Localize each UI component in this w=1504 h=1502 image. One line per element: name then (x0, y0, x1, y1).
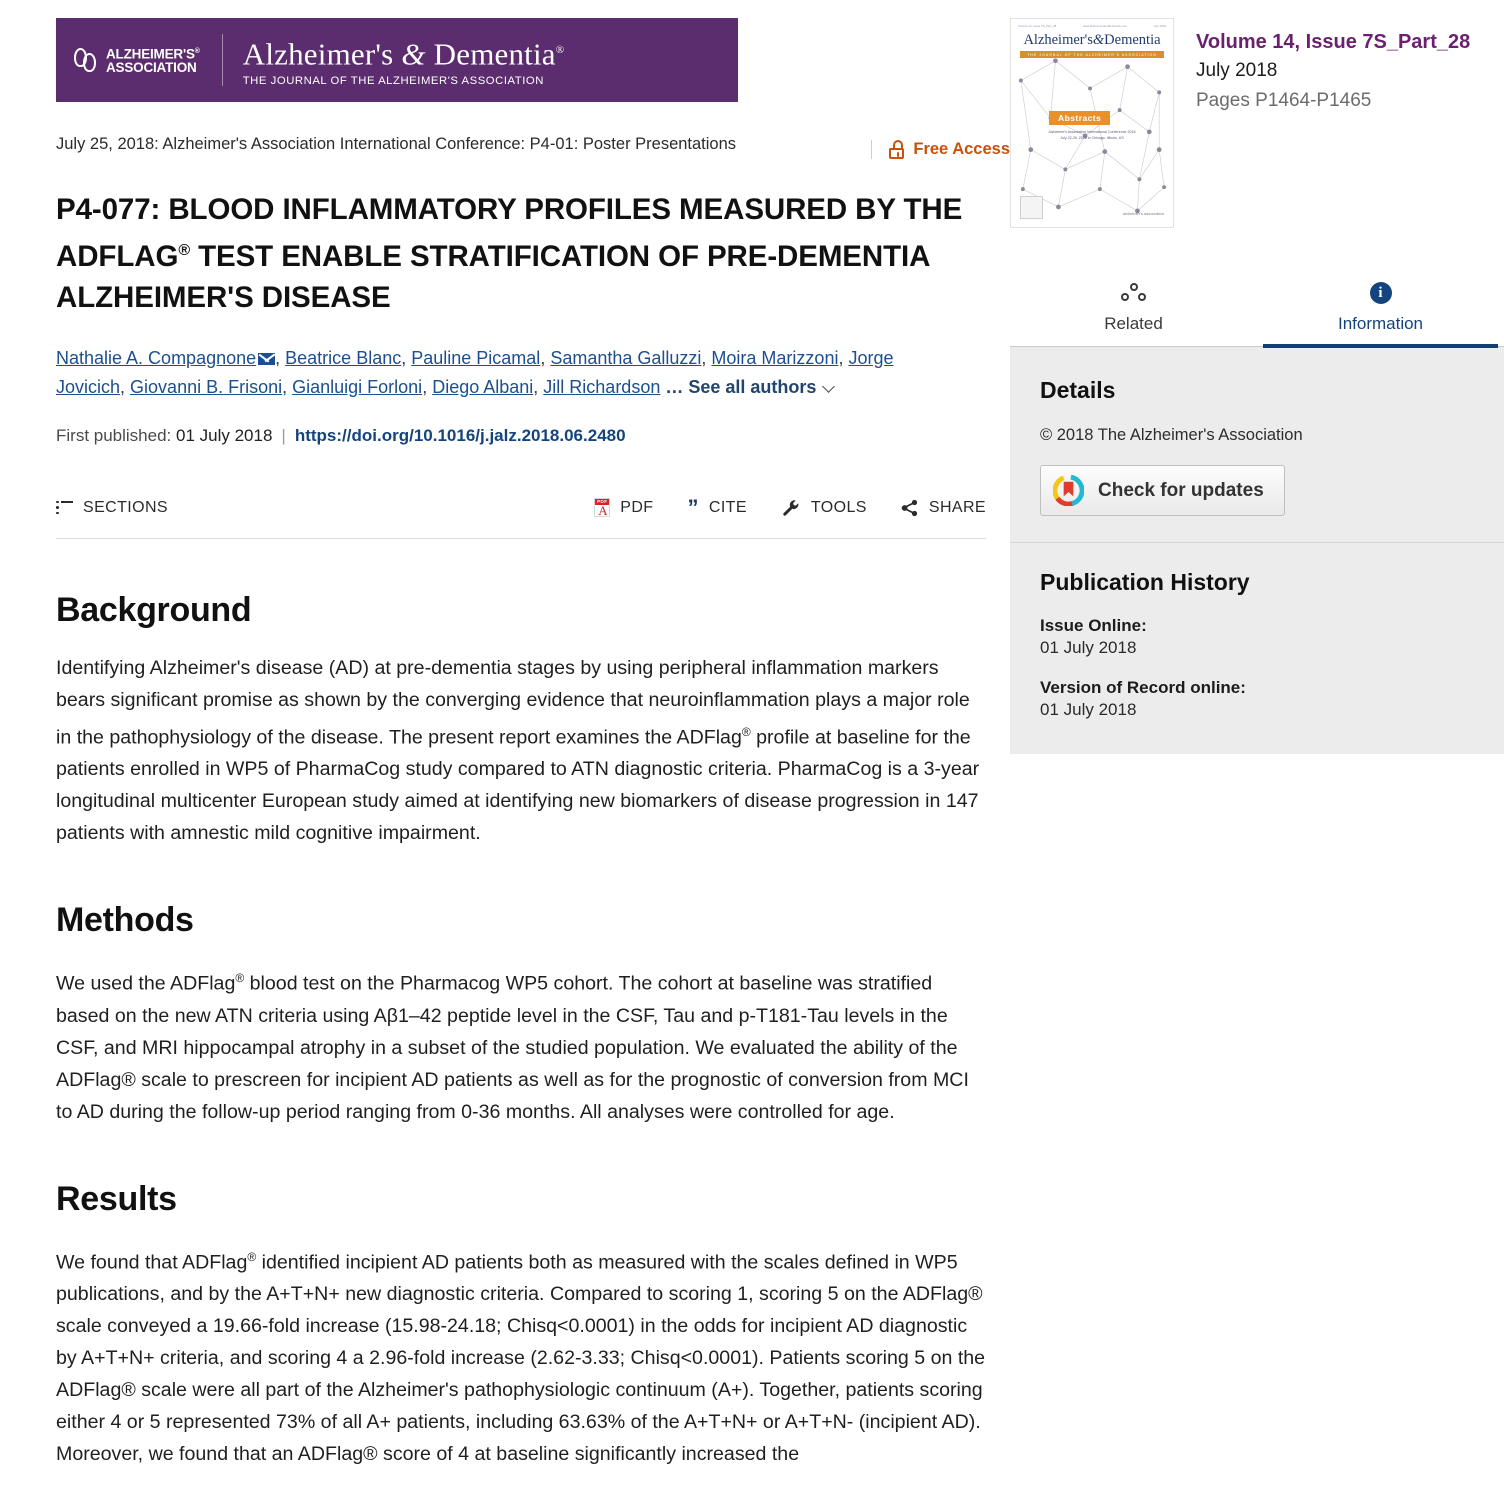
re-registered: ® (247, 1249, 257, 1264)
sidebar (1010, 0, 1504, 754)
journal-title-block (243, 33, 565, 86)
cover-conf-line1: Alzheimer's Association International Conference 2018 (1048, 130, 1136, 134)
cover-conference-text (1011, 129, 1173, 141)
section-paragraph-background (56, 652, 986, 850)
cover-subtitle: THE JOURNAL OF THE ALZHEIMER'S ASSOCIATION (1027, 52, 1157, 57)
journal-name-part1: Alzheimer's (242, 36, 402, 72)
tab-information[interactable] (1257, 274, 1504, 346)
section-paragraph-results (56, 1241, 986, 1471)
crossmark-icon (1053, 475, 1084, 506)
re-text-post: identified incipient AD patients both as measured with the scales defined in WP5 publications, and by the A+T+N+ new diagnostic criteria. Compared to scoring 1, scoring 5 on the ADFlag® scale conveyed a 19.66-fold increase (15.98-24.18; Chisq<0.0001) in the odds for incipient AD diagnostic by A+T+N+ criteria, and scoring 4 a 2.96-fold increase (2.62-3.33; Chisq<0.0001). Patients scoring 5 on the ADFlag® scale were all part of the Alzheimer's pathophysiologic continuum (A+). Together, patients scoring either 4 or 5 represented 73% of all A+ patients, including 63.63% of the A+T+N+ or A+T+N- (incipient AD). Moreover, we found that an ADFlag® score of 4 at baseline significantly increased the (56, 1251, 986, 1466)
pubinfo-separator: | (281, 425, 286, 445)
tools-button[interactable] (781, 498, 867, 518)
author-link[interactable]: Pauline Picamal (411, 347, 541, 368)
quote-icon: ” (687, 494, 699, 520)
toolbar-actions (594, 494, 986, 520)
envelope-icon[interactable] (258, 353, 275, 365)
related-icon (1121, 283, 1147, 303)
breadcrumb-row (56, 132, 1010, 159)
wrench-icon (781, 498, 801, 518)
article-toolbar (56, 494, 986, 539)
alzheimers-association-logo (74, 45, 218, 76)
author-link[interactable]: Jill Richardson (543, 376, 661, 397)
breadcrumb[interactable]: July 25, 2018: Alzheimer's Association International Conference: P4-01: Poster Presentations (56, 135, 737, 153)
section-heading-background: Background (56, 590, 252, 629)
me-text-pre: We used the ADFlag (56, 972, 236, 995)
cite-button[interactable] (687, 494, 747, 520)
page-title (56, 189, 986, 318)
details-panel (1010, 347, 1504, 542)
sections-label: SECTIONS (83, 498, 168, 516)
journal-subtitle: THE JOURNAL OF THE ALZHEIMER'S ASSOCIATION (242, 74, 544, 87)
sidebar-tabs (1010, 274, 1504, 347)
author-link[interactable]: Giovanni B. Frisoni (130, 376, 283, 397)
cover-title-amp: & (1092, 32, 1105, 48)
pdf-label: PDF (620, 498, 654, 516)
journal-name-registered: ® (555, 44, 565, 57)
share-icon (901, 499, 919, 517)
sections-button[interactable] (56, 499, 168, 517)
banner-divider (222, 34, 223, 86)
bg-text-post: profile at baseline for the patients enrolled in WP5 of PharmaCog study compared to ATN diagnostic criteria. PharmaCog is a 3-year longitudinal multicenter European study aimed at identifying new biomarkers of disease progression in 147 patients with amnestic mild cognitive impairment. (56, 726, 980, 845)
author-link[interactable]: Gianluigi Forloni (292, 376, 423, 397)
bg-registered: ® (741, 724, 751, 739)
association-mark-icon (74, 45, 100, 75)
cover-title-2: Dementia (1104, 32, 1161, 48)
copyright-text: © 2018 The Alzheimer's Association (1040, 426, 1303, 444)
cover-title-1: Alzheimer's (1023, 32, 1093, 48)
author-link[interactable]: Jorge Jovicich (56, 347, 894, 397)
pdf-button[interactable] (594, 498, 653, 517)
open-lock-icon (889, 140, 904, 159)
version-of-record-label: Version of Record online: (1040, 678, 1246, 697)
free-access-badge (871, 140, 1010, 159)
check-for-updates-label: Check for updates (1098, 479, 1264, 501)
author-link[interactable]: Moira Marizzoni (711, 347, 839, 368)
cover-conf-line2: July 22-26, 2018 in Chicago, Illinois, US (1060, 136, 1124, 140)
author-link[interactable]: Samantha Galluzzi (550, 347, 702, 368)
journal-name-part2: Dementia (425, 36, 556, 72)
cover-footer-logo: alzheimer's association (1122, 211, 1164, 216)
section-heading-results: Results (56, 1179, 177, 1218)
chevron-down-icon[interactable] (823, 380, 836, 393)
doi-link[interactable]: https://doi.org/10.1016/j.jalz.2018.06.2480 (294, 425, 626, 445)
journal-masthead-banner[interactable] (56, 18, 738, 102)
re-text-pre: We found that ADFlag (56, 1251, 248, 1274)
journal-name-ampersand: & (401, 36, 426, 72)
share-button[interactable] (901, 499, 986, 517)
cover-mini-center: www.alzheimersanddementia.com (1083, 25, 1127, 28)
bg-text-pre: Identifying Alzheimer's disease (AD) at pre-dementia stages by using peripheral inflammation markers bears significant promise as shown by the converging evidence that neuroinflammation plays a major role in the pathophysiology of the disease. The present report examines the ADFlag (56, 656, 970, 749)
article-title-part1: P4-077: BLOOD INFLAMMATORY PROFILES MEASURED BY THE ADFLAG (56, 193, 963, 273)
issue-summary (1010, 18, 1504, 228)
issue-metadata (1196, 18, 1470, 228)
issue-volume[interactable]: Volume 14, Issue 7S_Part_28 (1196, 31, 1471, 53)
version-of-record-value: 01 July 2018 (1040, 700, 1137, 719)
publication-history-panel (1010, 543, 1504, 754)
check-for-updates-button[interactable] (1040, 465, 1285, 516)
free-access-label: Free Access (913, 140, 1010, 158)
article-title-part2: TEST ENABLE STRATIFICATION OF PRE-DEMENTIA ALZHEIMER'S DISEASE (56, 239, 930, 314)
tab-related[interactable] (1010, 274, 1257, 346)
section-paragraph-methods (56, 962, 986, 1128)
pdf-icon (594, 498, 610, 517)
cite-label: CITE (708, 498, 747, 516)
issue-date: July 2018 (1196, 60, 1278, 81)
details-heading: Details (1040, 377, 1116, 403)
section-heading-methods: Methods (56, 901, 194, 940)
issue-online-label: Issue Online: (1040, 616, 1147, 635)
cover-abstracts-badge: Abstracts (1049, 111, 1110, 125)
tools-label: TOOLS (810, 498, 867, 516)
first-published-date: 01 July 2018 (176, 425, 273, 445)
article-title-registered: ® (178, 242, 191, 259)
journal-cover-image[interactable] (1010, 18, 1174, 228)
author-link[interactable]: Diego Albani (432, 376, 534, 397)
share-label: SHARE (928, 498, 986, 516)
tab-information-label: Information (1337, 314, 1424, 333)
association-logo-text: ALZHEIMER'S® ASSOCIATION (106, 46, 200, 76)
issue-pages: Pages P1464-P1465 (1196, 90, 1372, 111)
see-all-authors-button[interactable]: … See all authors (665, 376, 817, 397)
author-link[interactable]: Nathalie A. Compagnone (56, 347, 257, 368)
cover-badge-box (1020, 196, 1043, 219)
tab-related-label: Related (1104, 314, 1163, 333)
me-registered: ® (235, 971, 245, 986)
cover-mini-left: Volume 14, Issue 7S_Part_28 (1018, 25, 1057, 28)
list-icon (56, 501, 73, 515)
publication-history-heading: Publication History (1040, 569, 1250, 595)
info-icon: i (1370, 282, 1392, 304)
me-text-post: blood test on the Pharmacog WP5 cohort. The cohort at baseline was stratified based on the new ATN criteria using Aβ1–42 peptide level in the CSF, Tau and p-T181-Tau levels in the CSF, and MRI hippocampal atrophy in a subset of the studied population. We evaluated the ability of the ADFlag® scale to prescreen for incipient AD patients as well as for the prognostic of conversion from MCI to AD during the follow-up period ranging from 0-36 months. All analyses were controlled for age. (56, 972, 969, 1123)
cover-mini-right: July 2018 (1153, 25, 1166, 28)
issue-online-value: 01 July 2018 (1040, 638, 1137, 657)
publication-info (56, 426, 1010, 446)
author-list: Nathalie A. Compagnone , Beatrice Blanc, Pauline Picamal, Samantha Galluzzi, Moira Marizzoni, Jorge Jovicich, Giovanni B. Frisoni, Gianluigi Forloni, Diego Albani, Jill Richardson … See all authors (56, 347, 894, 397)
first-published-label: First published: (56, 425, 172, 445)
author-link[interactable]: Beatrice Blanc (285, 347, 402, 368)
